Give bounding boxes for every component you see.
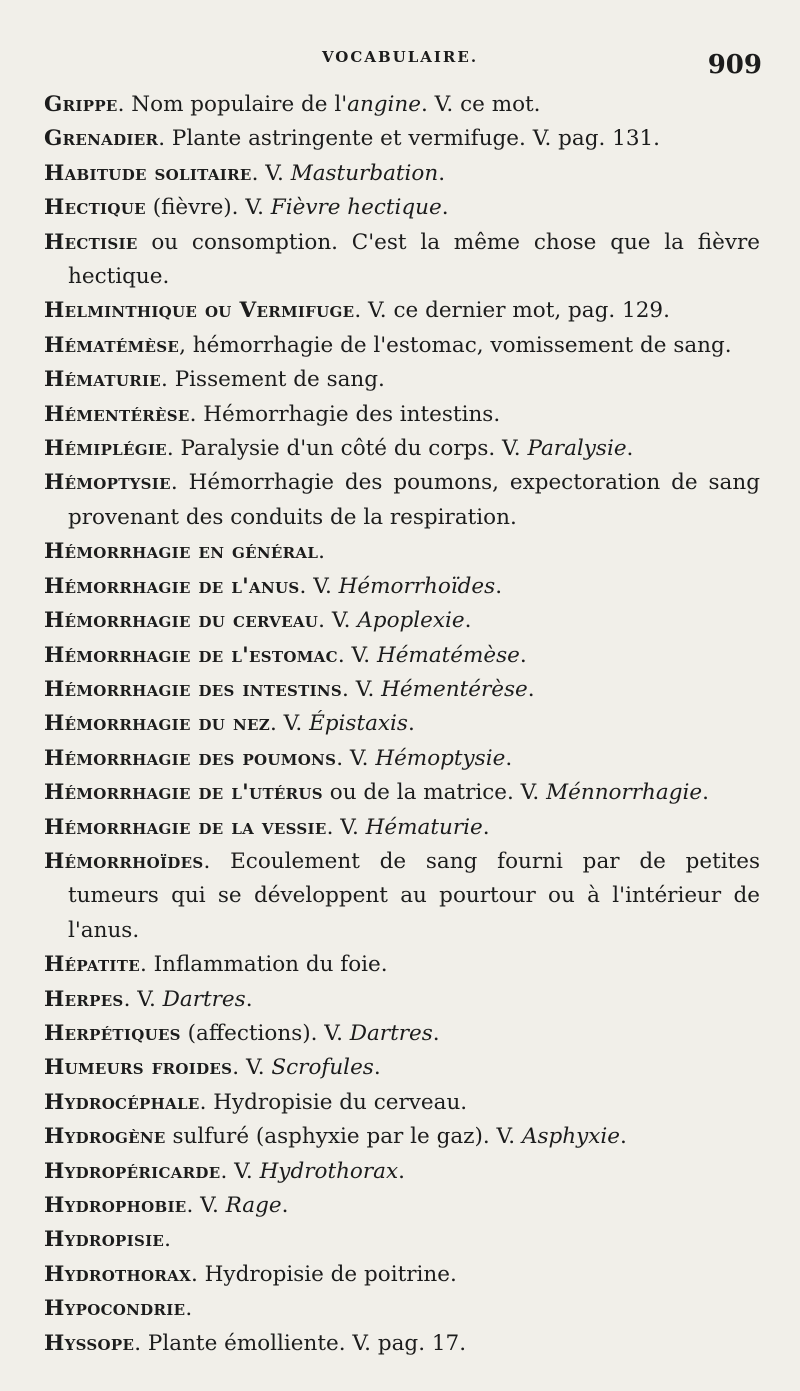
entry-headword: Hyssope	[44, 1330, 135, 1356]
dictionary-entry	[44, 811, 760, 845]
entry-headword: Hépatite	[44, 952, 140, 978]
entry-list	[44, 88, 760, 1361]
entry-definition: . V.	[251, 160, 291, 186]
entry-definition: . V. ce dernier mot, pag. 129.	[354, 298, 670, 324]
entry-headword: Hydrogène	[44, 1124, 166, 1150]
dictionary-entry	[44, 1017, 760, 1051]
entry-definition: . V.	[337, 642, 377, 668]
entry-definition: ou consomption. C'est la même chose que la fièvre hectique.	[68, 229, 760, 290]
entry-definition: . Plante émolliente. V. pag. 17.	[134, 1330, 467, 1356]
dictionary-entry	[44, 742, 760, 776]
dictionary-entry	[44, 1051, 760, 1085]
entry-cross-reference: Hydrothorax	[259, 1158, 399, 1184]
entry-punctuation: .	[519, 642, 527, 668]
entry-punctuation: .	[626, 436, 634, 462]
dictionary-entry	[44, 707, 760, 741]
dictionary-entry	[44, 1120, 760, 1154]
entry-headword: Hydropisie	[44, 1227, 165, 1253]
entry-headword: Hectique	[44, 195, 146, 221]
dictionary-entry	[44, 191, 760, 225]
dictionary-entry	[44, 122, 760, 156]
entry-headword: Hydrothorax	[44, 1261, 192, 1287]
entry-cross-reference: Hémorrhoïdes	[338, 573, 496, 599]
entry-definition: . V.	[299, 573, 339, 599]
entry-definition: . Hydropisie du cerveau.	[199, 1089, 468, 1115]
entry-definition: . V.	[342, 676, 382, 702]
dictionary-entry	[44, 1292, 760, 1326]
entry-punctuation: .	[432, 1020, 440, 1046]
entry-cross-reference: Hémentérèse	[381, 676, 528, 702]
entry-cross-reference: Épistaxis	[309, 711, 408, 737]
entry-punctuation: .	[495, 573, 503, 599]
entry-definition: ou de la matrice. V.	[322, 780, 547, 806]
entry-punctuation: .	[527, 676, 535, 702]
entry-definition: . Hydropisie de poitrine.	[191, 1261, 457, 1287]
entry-punctuation: .	[407, 711, 415, 737]
entry-headword: Hypocondrie	[44, 1296, 186, 1322]
entry-definition: . V.	[326, 814, 366, 840]
entry-headword: Hémorrhoïdes	[44, 848, 204, 874]
entry-headword: Hémorrhagie du nez	[44, 711, 270, 737]
entry-cross-reference: Apoplexie	[357, 608, 465, 634]
entry-headword: Hémoptysie	[44, 470, 171, 496]
entry-headword: Hectisie	[44, 229, 138, 255]
entry-definition: . V.	[186, 1193, 226, 1218]
entry-punctuation: .	[441, 195, 449, 221]
entry-definition: . Inflammation du foie.	[139, 952, 388, 978]
dictionary-entry	[44, 88, 760, 122]
entry-headword: Hémorrhagie de la vessie	[44, 814, 327, 840]
entry-cross-reference: angine	[347, 92, 421, 117]
entry-cross-reference: Masturbation	[290, 160, 439, 186]
entry-punctuation: .	[482, 814, 490, 840]
entry-definition: .	[164, 1227, 171, 1253]
entry-headword: Hémiplégie	[44, 436, 167, 462]
entry-headword: Herpes	[44, 986, 124, 1012]
entry-definition: (affections). V.	[180, 1020, 350, 1046]
entry-cross-reference: Ménnorrhagie	[546, 780, 703, 806]
entry-definition: .	[185, 1296, 193, 1322]
entry-punctuation: .	[620, 1124, 627, 1150]
dictionary-entry	[44, 157, 760, 191]
entry-cross-reference: Dartres	[162, 986, 246, 1012]
running-title: VOCABULAIRE.	[321, 48, 479, 66]
entry-punctuation: .	[505, 745, 513, 771]
entry-definition: .	[318, 539, 326, 565]
dictionary-entry	[44, 1155, 760, 1189]
entry-punctuation: .	[438, 160, 446, 186]
dictionary-entry	[44, 432, 760, 466]
entry-definition: . Pissement de sang.	[161, 367, 385, 393]
entry-definition: . V.	[336, 745, 376, 771]
entry-headword: Habitude solitaire	[44, 160, 252, 186]
entry-headword: Herpétiques	[44, 1020, 181, 1046]
entry-cross-reference: Dartres	[349, 1020, 433, 1046]
entry-cross-reference: Paralysie	[527, 436, 627, 462]
entry-headword: Hémorrhagie de l'estomac	[44, 642, 338, 668]
entry-headword: Hydropéricarde	[44, 1158, 221, 1184]
entry-definition: . Ecoulement de sang fourni par de petites tumeurs qui se développent au pourtour ou à l'intérieur de l'anus.	[68, 848, 760, 943]
entry-definition: . V.	[269, 711, 310, 737]
entry-definition: . Nom populaire de l'	[117, 92, 348, 117]
dictionary-entry	[44, 604, 760, 638]
entry-punctuation: .	[702, 780, 709, 806]
entry-headword: Hématémèse	[44, 332, 180, 358]
dictionary-entry	[44, 226, 760, 295]
entry-headword: Hémorrhagie des intestins	[44, 676, 343, 702]
dictionary-entry	[44, 363, 760, 397]
entry-definition: . V.	[232, 1055, 272, 1081]
entry-headword: Hémorrhagie de l'utérus	[44, 780, 323, 806]
dictionary-entry	[44, 845, 760, 948]
entry-headword: Humeurs froides	[44, 1055, 233, 1081]
entry-definition: . V.	[220, 1158, 260, 1184]
dictionary-entry	[44, 398, 760, 432]
entry-punctuation: .	[398, 1158, 405, 1184]
dictionary-entry	[44, 1327, 760, 1361]
entry-cross-reference: Scrofules	[271, 1055, 374, 1081]
entry-punctuation: .	[281, 1193, 289, 1218]
entry-headword: Hémentérèse	[44, 401, 190, 427]
entry-headword: Hémorrhagie en général	[44, 539, 319, 565]
entry-definition: . Hémorrhagie des poumons, expectoration de sang provenant des conduits de la respiration.	[68, 470, 760, 530]
entry-headword: Grippe	[44, 92, 118, 117]
dictionary-entry	[44, 673, 760, 707]
page-number: 909	[707, 50, 762, 80]
entry-definition: , hémorrhagie de l'estomac, vomissement de sang.	[179, 332, 732, 358]
entry-definition: . V.	[123, 986, 163, 1012]
dictionary-entry	[44, 570, 760, 604]
entry-definition: sulfuré (asphyxie par le gaz). V.	[165, 1124, 522, 1150]
entry-headword: Hydrophobie	[44, 1193, 187, 1218]
dictionary-entry	[44, 983, 760, 1017]
dictionary-entry	[44, 1223, 760, 1257]
entry-headword: Hémorrhagie de l'anus	[44, 573, 300, 599]
entry-punctuation: .	[373, 1055, 381, 1081]
entry-cross-reference: Hématurie	[365, 814, 483, 840]
entry-headword: Hydrocéphale	[44, 1089, 200, 1115]
entry-cross-reference: Hémoptysie	[375, 745, 506, 771]
entry-definition: (fièvre). V.	[145, 195, 271, 221]
entry-punctuation: . V. ce mot.	[421, 92, 541, 117]
entry-headword: Grenadier	[44, 126, 159, 152]
entry-cross-reference: Asphyxie	[521, 1124, 621, 1150]
entry-definition: . V.	[318, 608, 358, 634]
entry-headword: Hémorrhagie du cerveau	[44, 608, 319, 634]
entry-headword: Hémorrhagie des poumons	[44, 745, 337, 771]
dictionary-entry	[44, 294, 760, 328]
dictionary-entry	[44, 329, 760, 363]
entry-headword: Hématurie	[44, 367, 162, 393]
entry-cross-reference: Hématémèse	[376, 642, 520, 668]
entry-headword: Helminthique ou Vermifuge	[44, 298, 355, 324]
dictionary-entry	[44, 535, 760, 569]
entry-cross-reference: Fièvre hectique	[270, 195, 442, 221]
entry-definition: . Plante astringente et vermifuge. V. pag. 131.	[158, 126, 661, 152]
entry-punctuation: .	[464, 608, 472, 634]
dictionary-entry	[44, 639, 760, 673]
dictionary-entry	[44, 1086, 760, 1120]
dictionary-entry	[44, 466, 760, 535]
entry-cross-reference: Rage	[225, 1193, 282, 1218]
dictionary-entry	[44, 776, 760, 810]
entry-definition: . Hémorrhagie des intestins.	[189, 401, 501, 427]
entry-punctuation: .	[245, 986, 253, 1012]
entry-definition: . Paralysie d'un côté du corps. V.	[166, 436, 528, 462]
dictionary-entry	[44, 948, 760, 982]
dictionary-entry	[44, 1189, 760, 1223]
dictionary-entry	[44, 1258, 760, 1292]
